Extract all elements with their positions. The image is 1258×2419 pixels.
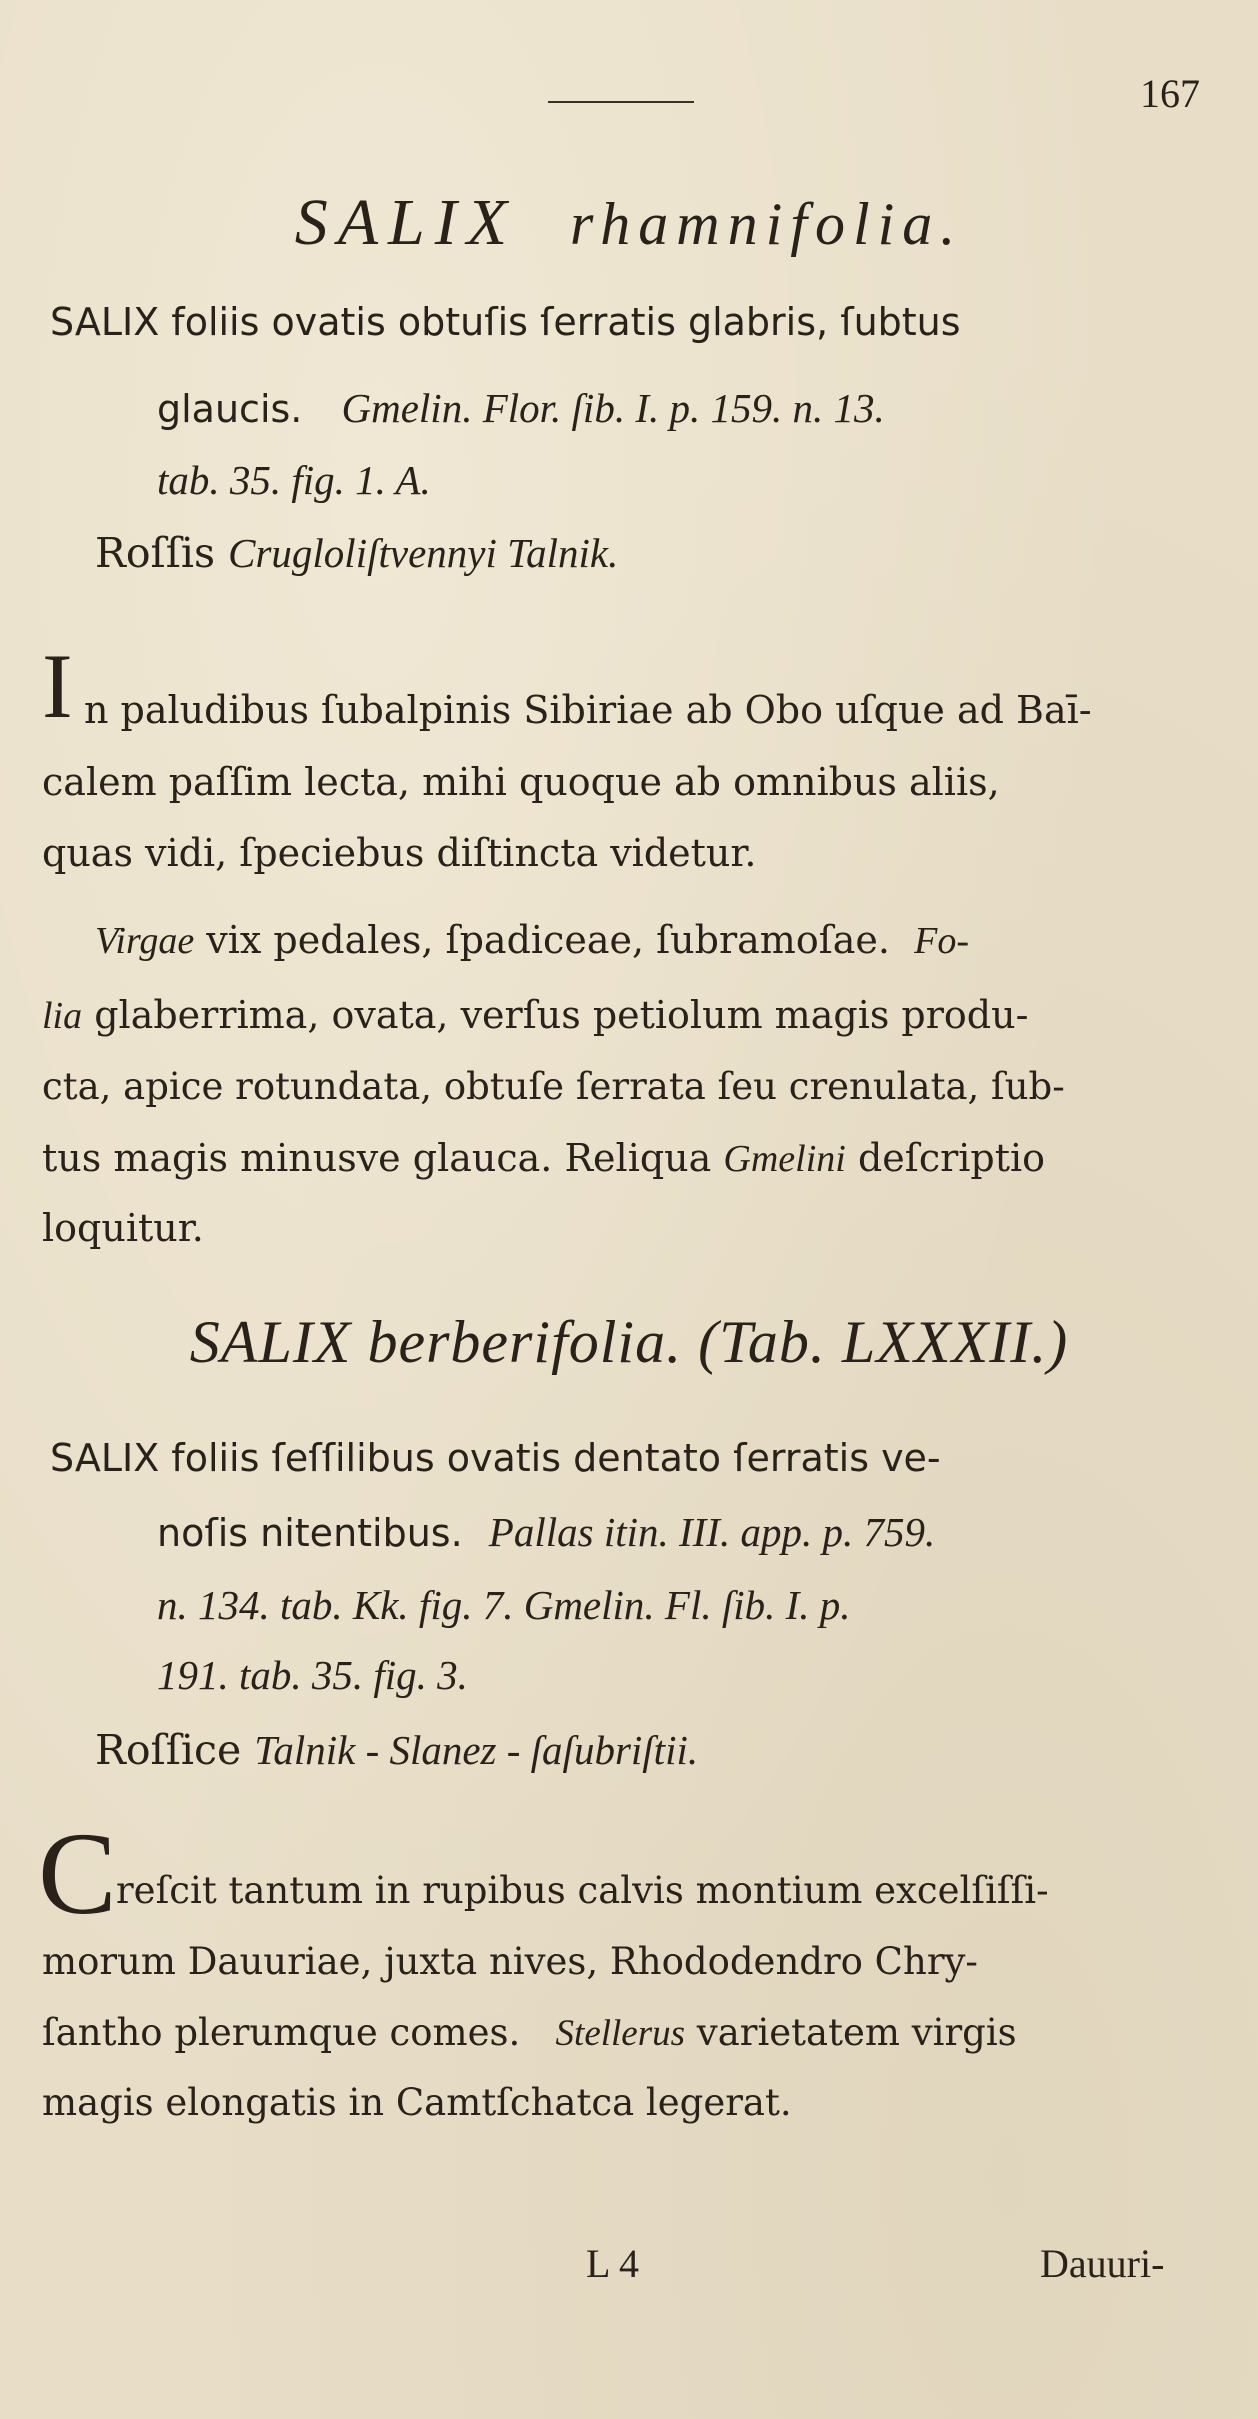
paragraph-line: morum Dauuriae, juxta nives, Rhododendro Chry-	[42, 1940, 978, 1983]
drop-initial: C	[38, 1808, 117, 1939]
paragraph-line: ſantho plerumque comes. Stellerus varietatem virgis	[42, 2011, 1017, 2054]
diagnosis-line: glaucis. Gmelin. Flor. ſib. I. p. 159. n. 13.	[157, 385, 885, 431]
paragraph-line: loquitur.	[42, 1206, 204, 1250]
vernacular-name: Roſſis Crugloliſtvennyi Talnik.	[95, 529, 619, 577]
header-rule	[548, 101, 694, 103]
diagnosis-line: n. 134. tab. Kk. fig. 7. Gmelin. Fl. ſib. I. p.	[157, 1582, 851, 1628]
paragraph-line: n paludibus ſubalpinis Sibiriae ab Obo uſque ad Baī-	[84, 688, 1092, 732]
diagnosis-line: 191. tab. 35. fig. 3.	[157, 1652, 468, 1698]
title-genus: SALIX	[294, 186, 518, 259]
species-title-rhamnifolia	[0, 185, 1258, 261]
paragraph-line: magis elongatis in Camtſchatca legerat.	[42, 2081, 792, 2124]
paragraph-line: calem paſſim lecta, mihi quoque ab omnibus aliis,	[42, 760, 1000, 804]
paragraph-line: tus magis minusve glauca. Reliqua Gmelini deſcriptio	[42, 1136, 1046, 1180]
page-number: 167	[1140, 71, 1200, 116]
paragraph-line: Virgae vix pedales, ſpadiceae, ſubramoſae. Fo-	[95, 918, 970, 962]
signature-mark: L 4	[586, 2241, 639, 2286]
vernacular-name: Roſſice Talnik - Slanez - ſaſubriſtii.	[95, 1726, 699, 1774]
catchword: Dauuri-	[1040, 2241, 1165, 2286]
title-epithet: rhamnifolia.	[570, 191, 964, 257]
paragraph-line: quas vidi, ſpeciebus diſtincta videtur.	[42, 831, 757, 875]
paragraph-line: reſcit tantum in rupibus calvis montium excelſiſſi-	[116, 1869, 1049, 1912]
diagnosis-line: SALIX foliis ſeſſilibus ovatis dentato ſerratis ve-	[50, 1436, 941, 1480]
diagnosis-line: tab. 35. fig. 1. A.	[157, 457, 431, 503]
diagnosis-line: noſis nitentibus. Pallas itin. III. app. p. 759.	[157, 1509, 936, 1555]
species-title-berberifolia: SALIX berberifolia. (Tab. LXXXII.)	[189, 1309, 1069, 1375]
paragraph-line: cta, apice rotundata, obtuſe ſerrata ſeu crenulata, ſub-	[42, 1065, 1065, 1108]
diagnosis-line: SALIX foliis ovatis obtuſis ſerratis glabris, ſubtus	[50, 300, 961, 344]
drop-initial: I	[42, 635, 73, 737]
paragraph-line: lia glaberrima, ovata, verſus petiolum magis produ-	[42, 993, 1029, 1037]
